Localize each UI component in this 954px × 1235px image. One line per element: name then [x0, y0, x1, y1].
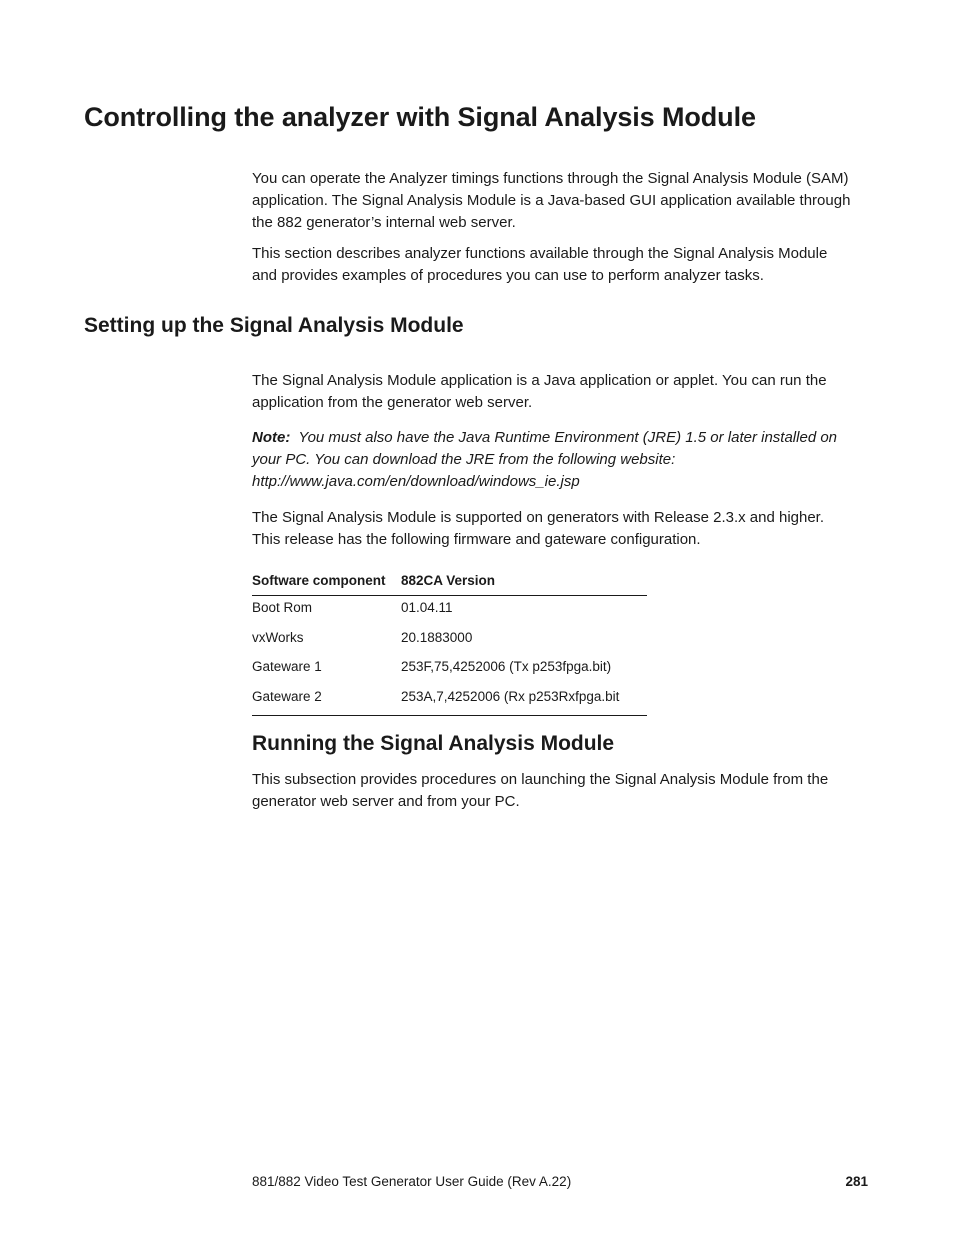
table-cell: Boot Rom: [252, 600, 313, 615]
setup-paragraph-2: [252, 507, 874, 551]
footer-title: 881/882 Video Test Generator User Guide (Rev A.22): [252, 1174, 572, 1189]
text-line: and provides examples of procedures you can use to perform analyzer tasks.: [252, 267, 764, 284]
page-number: 281: [845, 1174, 868, 1189]
note-url: http://www.java.com/en/download/windows_ie.jsp: [252, 473, 580, 490]
table-cell: 01.04.11: [401, 600, 453, 615]
note-text: You must also have the Java Runtime Environment (JRE) 1.5 or later installed on: [298, 429, 838, 446]
note-label: Note:: [252, 429, 291, 446]
note-line: [252, 427, 874, 449]
table-header: [252, 568, 647, 596]
page-title: Controlling the analyzer with Signal Analysis Module: [84, 102, 756, 132]
note-line: your PC. You can download the JRE from the following website:: [252, 451, 676, 468]
table-cell: vxWorks: [252, 629, 304, 645]
text-line: application from the generator web server.: [252, 394, 533, 411]
text-line: This subsection provides procedures on launching the Signal Analysis Module from the: [252, 771, 829, 788]
text-line: application. The Signal Analysis Module is a Java-based GUI application available through: [252, 192, 851, 209]
table-cell: Gateware 2: [252, 689, 322, 705]
section-heading-setup: Setting up the Signal Analysis Module: [84, 314, 464, 337]
table-cell: 253F,75,4252006 (Tx p253fpga.bit): [401, 659, 612, 675]
intro-paragraph-2: [252, 243, 874, 287]
running-paragraph: [252, 769, 874, 813]
table-row: [252, 685, 647, 715]
note-block: [252, 427, 874, 493]
table-row: [252, 596, 647, 626]
table-cell: Gateware 1: [252, 659, 322, 675]
table-cell: 253A,7,4252006 (Rx p253Rxfpga.bit: [401, 689, 620, 705]
table-row: [252, 655, 647, 685]
column-header: 882CA Version: [401, 573, 496, 588]
text-line: the 882 generator’s internal web server.: [252, 214, 516, 231]
text-line: The Signal Analysis Module is supported on generators with Release 2.3.x and higher.: [252, 509, 825, 526]
text-line: The Signal Analysis Module application is a Java application or applet. You can run the: [252, 372, 827, 389]
text-line: generator web server and from your PC.: [252, 793, 520, 810]
table-cell: 20.1883000: [401, 629, 473, 645]
intro-paragraph-1: [252, 168, 874, 234]
text-line: You can operate the Analyzer timings functions through the Signal Analysis Module (SAM): [252, 170, 849, 187]
text-line: This release has the following firmware and gateware configuration.: [252, 531, 701, 548]
setup-paragraph-1: [252, 370, 874, 414]
text-line: This section describes analyzer functions available through the Signal Analysis Module: [252, 245, 828, 262]
column-header: Software component: [252, 573, 386, 588]
subsection-heading-running: Running the Signal Analysis Module: [252, 732, 615, 755]
table-body: [252, 596, 647, 716]
firmware-table: [252, 568, 647, 716]
table-row: [252, 626, 647, 656]
